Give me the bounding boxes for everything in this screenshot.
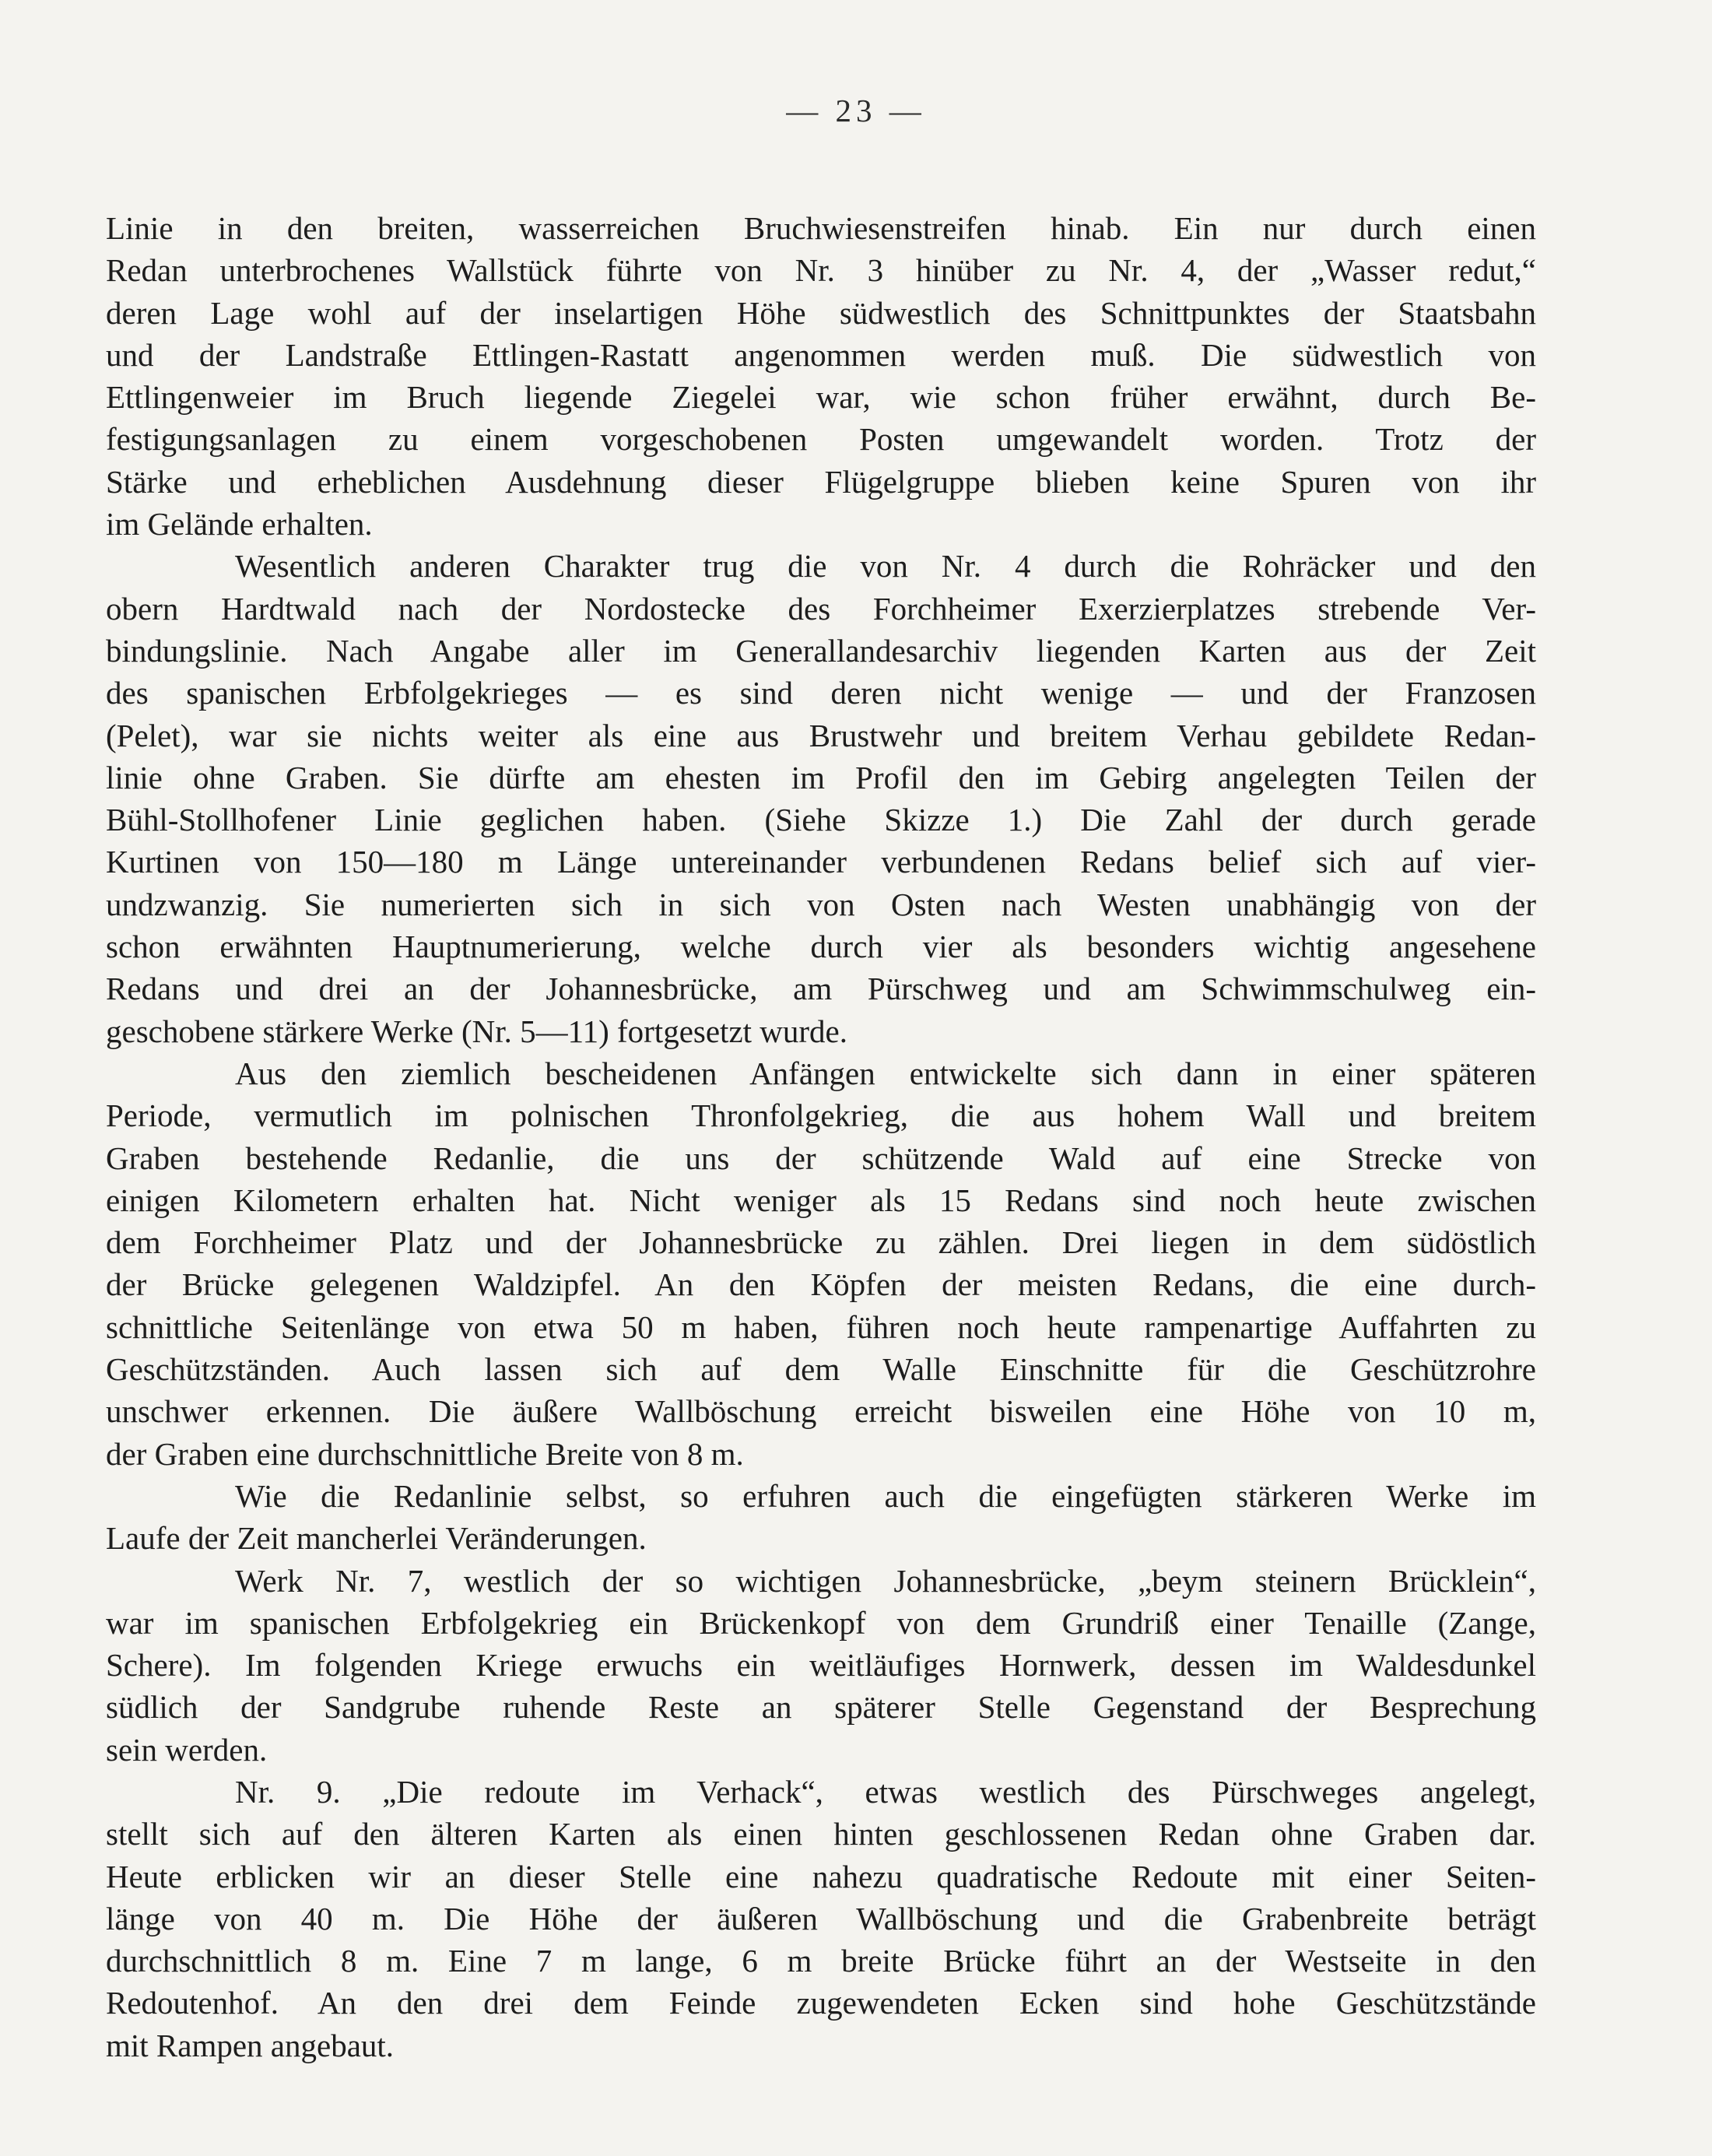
text-line: festigungsanlagen zu einem vorgeschobenen Posten umgewandelt worden. Trotz der [106, 421, 1536, 458]
text-line: schnittliche Seitenlänge von etwa 50 m haben, führen noch heute rampenartige Auffahrten zu [106, 1308, 1536, 1345]
text-line: Redoutenhof. An den drei dem Feinde zugewendeten Ecken sind hohe Geschützstände [106, 1985, 1536, 2021]
text-line: Bühl-Stollhofener Linie geglichen haben. (Siehe Skizze 1.) Die Zahl der durch gerade [106, 802, 1536, 838]
text-line: Heute erblicken wir an dieser Stelle eine nahezu quadratische Redoute mit einer Seiten- [106, 1858, 1536, 1894]
text-line: Graben bestehende Redanlie, die uns der schützende Wald auf eine Strecke von [106, 1139, 1536, 1176]
text-line: Nr. 9. „Die redoute im Verhack“, etwas westlich des Pürschweges angelegt, [235, 1773, 1536, 1810]
text-line: Wesentlich anderen Charakter trug die von Nr. 4 durch die Rohräcker und den [235, 548, 1536, 585]
paragraph-1 [106, 207, 1536, 545]
text-line: des spanischen Erbfolgekrieges — es sind deren nicht wenige — und der Franzosen [106, 675, 1536, 711]
paragraph-3 [106, 1052, 1536, 1475]
text-line: länge von 40 m. Die Höhe der äußeren Wallböschung und die Grabenbreite beträgt [106, 1900, 1536, 1937]
text-line: Redans und drei an der Johannesbrücke, am Pürschweg und am Schwimmschulweg ein- [106, 971, 1536, 1007]
text-line: im Gelände erhalten. [106, 506, 373, 543]
paragraph-4 [106, 1475, 1536, 1560]
paragraph-2 [106, 545, 1536, 1052]
text-line: durchschnittlich 8 m. Eine 7 m lange, 6 m breite Brücke führt an der Westseite in den [106, 1943, 1536, 1979]
text-line: undzwanzig. Sie numerierten sich in sich von Osten nach Westen unabhängig von der [106, 886, 1536, 922]
text-line: Laufe der Zeit mancherlei Veränderungen. [106, 1520, 647, 1557]
text-line: (Pelet), war sie nichts weiter als eine aus Brustwehr und breitem Verhau gebildete Redan- [106, 717, 1536, 753]
text-line: Wie die Redanlinie selbst, so erfuhren auch die eingefügten stärkeren Werke im [235, 1477, 1536, 1514]
text-line: sein werden. [106, 1731, 268, 1768]
text-line: Periode, vermutlich im polnischen Thronfolgekrieg, die aus hohem Wall und breitem [106, 1097, 1536, 1134]
text-line: Ettlingenweier im Bruch liegende Ziegelei war, wie schon früher erwähnt, durch Be- [106, 379, 1536, 416]
text-line: schon erwähnten Hauptnumerierung, welche durch vier als besonders wichtig angesehene [106, 929, 1536, 965]
text-line: Redan unterbrochenes Wallstück führte von Nr. 3 hinüber zu Nr. 4, der „Wasser redut,“ [106, 252, 1536, 289]
text-line: Stärke und erheblichen Ausdehnung dieser Flügelgruppe blieben keine Spuren von ihr [106, 463, 1536, 500]
text-line: Kurtinen von 150—180 m Länge untereinander verbundenen Redans belief sich auf vier- [106, 844, 1536, 880]
paragraph-6 [106, 1771, 1536, 2066]
text-line: Werk Nr. 7, westlich der so wichtigen Johannesbrücke, „beym steinern Brücklein“, [235, 1562, 1536, 1599]
text-line: bindungslinie. Nach Angabe aller im Generallandesarchiv liegenden Karten aus der Zeit [106, 632, 1536, 669]
text-line: einigen Kilometern erhalten hat. Nicht weniger als 15 Redans sind noch heute zwischen [106, 1182, 1536, 1218]
text-line: geschobene stärkere Werke (Nr. 5—11) fortgesetzt wurde. [106, 1013, 847, 1049]
text-line: deren Lage wohl auf der inselartigen Höhe südwestlich des Schnittpunktes der Staatsbahn [106, 294, 1536, 331]
text-line: obern Hardtwald nach der Nordostecke des Forchheimer Exerzierplatzes strebende Ver- [106, 590, 1536, 627]
text-line: dem Forchheimer Platz und der Johannesbrücke zu zählen. Drei liegen in dem südöstlich [106, 1224, 1536, 1261]
text-line: unschwer erkennen. Die äußere Wallböschung erreicht bisweilen eine Höhe von 10 m, [106, 1393, 1536, 1430]
text-line: und der Landstraße Ettlingen-Rastatt angenommen werden muß. Die südwestlich von [106, 336, 1536, 373]
page-number: — 23 — [786, 93, 926, 128]
paragraph-5 [106, 1560, 1536, 1771]
text-line: der Graben eine durchschnittliche Breite von 8 m. [106, 1435, 744, 1472]
text-line: Linie in den breiten, wasserreichen Bruchwiesenstreifen hinab. Ein nur durch einen [106, 210, 1536, 246]
text-line: mit Rampen angebaut. [106, 2027, 395, 2063]
text-line: war im spanischen Erbfolgekrieg ein Brückenkopf von dem Grundriß einer Tenaille (Zange, [106, 1604, 1536, 1641]
text-line: linie ohne Graben. Sie dürfte am ehesten im Profil den im Gebirg angelegten Teilen der [106, 759, 1536, 795]
text-line: der Brücke gelegenen Waldzipfel. An den Köpfen der meisten Redans, die eine durch- [106, 1266, 1536, 1303]
text-line: Aus den ziemlich bescheidenen Anfängen entwickelte sich dann in einer späteren [235, 1055, 1536, 1091]
text-line: stellt sich auf den älteren Karten als einen hinten geschlossenen Redan ohne Graben dar. [106, 1816, 1536, 1852]
body-text [106, 207, 1536, 2066]
text-line: südlich der Sandgrube ruhende Reste an späterer Stelle Gegenstand der Besprechung [106, 1689, 1536, 1726]
text-line: Schere). Im folgenden Kriege erwuchs ein weitläufiges Hornwerk, dessen im Waldesdunkel [106, 1647, 1536, 1684]
text-line: Geschützständen. Auch lassen sich auf dem Walle Einschnitte für die Geschützrohre [106, 1351, 1536, 1388]
